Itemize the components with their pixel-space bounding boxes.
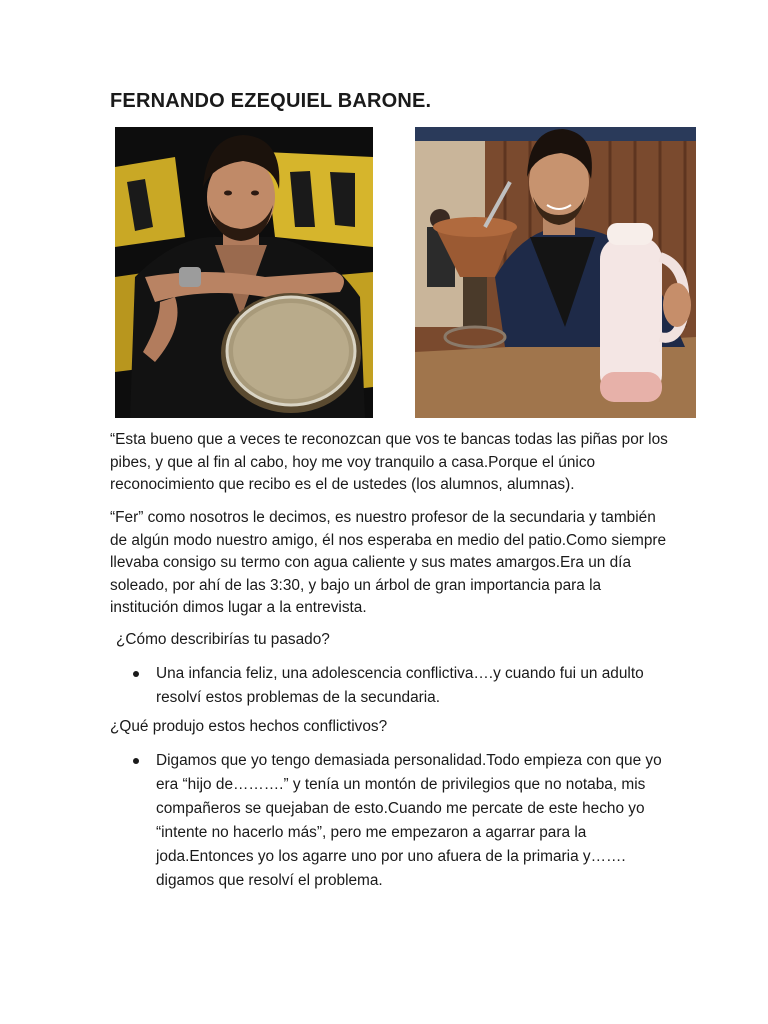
photo-man-with-thermos (415, 127, 696, 418)
description-paragraph: “Fer” como nosotros le decimos, es nuestro profesor de la secundaria y también de algún modo nuestro amigo, él nos esperaba en medio del patio.Como siempre llevaba consigo su termo con agua caliente y sus mates amargos.Era un día soleado, por ahí de las 3:30, y bajo un árbol de gran importancia para la institución dimos lugar a la entrevista. (110, 509, 667, 616)
list-item (110, 662, 670, 710)
bullet-icon (133, 671, 139, 677)
bullet-icon (133, 758, 139, 764)
question-2: ¿Qué produjo estos hechos conflictivos? (110, 718, 388, 735)
intro-quote-paragraph: “Esta bueno que a veces te reconozcan que vos te bancas todas las piñas por los pibes, y que al fin al cabo, hoy me voy tranquilo a casa.Porque el único reconocimiento que recibo es el de ustedes (los alumnos, alumnas). (110, 431, 668, 493)
photo-man-with-drum (115, 127, 373, 418)
answer-list-1 (110, 662, 670, 710)
answer-list-2 (110, 749, 670, 893)
list-item (110, 749, 670, 893)
answer-2: Digamos que yo tengo demasiada personalidad.Todo empieza con que yo era “hijo de……….” y tenía un montón de privilegios que no notaba, mis compañeros se quejaban de esto.Cuando me percate de este hecho yo “intente no hacerlo más”, pero me empezaron a agarrar para la joda.Entonces yo los agarre uno por uno afuera de la primaria y……. digamos que resolví el problema. (156, 752, 662, 889)
answer-1: Una infancia feliz, una adolescencia conflictiva….y cuando fui un adulto resolví estos problemas de la secundaria. (156, 665, 644, 706)
question-1: ¿Cómo describirías tu pasado? (116, 631, 330, 648)
page-title: FERNANDO EZEQUIEL BARONE. (110, 90, 432, 112)
